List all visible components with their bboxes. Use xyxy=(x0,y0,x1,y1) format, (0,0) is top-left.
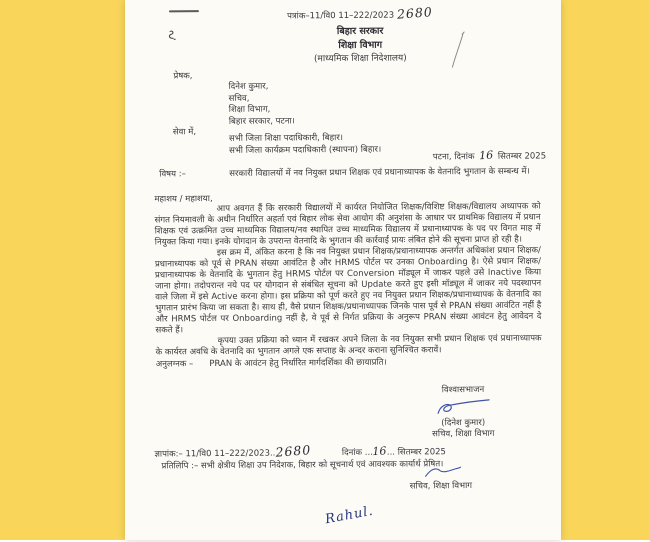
sender-department: शिक्षा विभाग, xyxy=(228,104,271,115)
sender-label: प्रेषक, xyxy=(173,71,193,82)
handwritten-memo-day: 16 xyxy=(372,444,388,459)
letterhead xyxy=(161,6,559,66)
signature-block xyxy=(402,385,524,441)
signatory-name: (दिनेश कुमार) xyxy=(441,417,486,429)
letter-body xyxy=(154,201,541,370)
reference-line xyxy=(161,6,559,23)
subject-label: विषय :– xyxy=(159,169,186,180)
enclosure-text: PRAN के आवंटन हेतु निर्धारित मार्गदर्शिका की छायाप्रति। xyxy=(209,357,387,370)
memo-date-rest: ... सितम्बर 2025 xyxy=(386,447,446,458)
reference-number: पत्रांक–11/वि0 11–222/2023 xyxy=(287,10,395,22)
directorate-title: (माध्यमिक शिक्षा निदेशालय) xyxy=(313,53,407,65)
handwritten-ref-number: 2680 xyxy=(396,4,434,22)
letter-content xyxy=(123,0,563,542)
body-paragraph-1: आप अवगत हैं कि सरकारी विद्यालयों में कार्यरत नियोजित शिक्षक/विशिष्ट शिक्षक/विद्यालय अध्यापक को संगत नियमावली के अधीन निर्धारित अहर्ता एवं बिहार लोक सेवा आयोग की अनुशंसा के आधार पर प्राथमिक विद्यालय में प्रधान शिक्षक एवं उत्क्रमित उच्च माध्यमिक विद्यालय/नव स्थापित उच्च माध्यमिक विद्यालय में प्रधानाध्यापक के पद पर विगत माह में नियुक्त किया गया। इनके योगदान के उपरान्त वेतनादि के भुगतान की कार्रवाई प्रायः लंबित होने की सूचना प्राप्त हो रही है। xyxy=(154,201,541,248)
handwritten-date-day: 16 xyxy=(478,148,494,163)
recipient-address xyxy=(229,133,381,157)
memo-date-label: दिनांक ... xyxy=(341,447,373,459)
dateline-place: पटना, दिनांक xyxy=(432,151,475,163)
enclosure-label: अनुलग्नक – xyxy=(155,359,194,370)
department-title: शिक्षा विभाग xyxy=(338,39,383,52)
sender-address xyxy=(229,81,295,128)
second-signatory-designation: सचिव, शिक्षा विभाग xyxy=(409,480,473,492)
body-paragraph-3: कृपया उक्त प्रक्रिया को ध्यान में रखकर अपने जिला के नव नियुक्त सभी प्रधान शिक्षक एवं प्रधानाध्यापक के कार्यरत अवधि के वेतनादि का भुगतान अगले एक सप्ताह के अन्दर कराना सुनिश्चित करावें। xyxy=(155,333,542,358)
subject-row xyxy=(159,166,545,181)
sender-location: बिहार सरकार, पटना। xyxy=(228,115,295,127)
salutation: महाशय / महाशया, xyxy=(154,194,213,205)
signatory-designation: सचिव, शिक्षा विभाग xyxy=(432,428,495,440)
second-signature xyxy=(423,465,463,480)
recipient-line: सभी जिला शिक्षा पदाधिकारी, बिहार। xyxy=(228,132,344,144)
enclosure-line xyxy=(156,356,542,370)
handwritten-name-note: Rahul. xyxy=(323,503,375,528)
secretary-signature xyxy=(402,398,524,419)
copy-forward-line: प्रतिलिपि :– सभी क्षेत्रीय शिक्षा उप निदेशक, बिहार को सूचनार्थ एवं आवश्यक कार्यार्थ प्रेषित। xyxy=(161,459,444,472)
subject-text: सरकारी विद्यालयों में नव नियुक्त प्रधान शिक्षक एवं प्रधानाध्यापक के वेतनादि भुगतान के सम्बन्ध में। xyxy=(229,166,530,179)
dateline xyxy=(433,149,546,163)
recipient-line: सभी जिला कार्यक्रम पदाधिकारी (स्थापना) बिहार। xyxy=(229,144,382,156)
body-paragraph-2: इस क्रम में, अंकित करना है कि नव नियुक्त प्रधान शिक्षक/प्रधानाध्यापक अन्तर्गत अधिकांश प्रधान शिक्षक/प्रधानाध्यापक को पूर्व से PRAN संख्या आवंटित है और HRMS पोर्टल पर उनका Onboarding है। ऐसे प्रधान शिक्षक/प्रधानाध्यापक के वेतनादि के भुगतान हेतु HRMS पोर्टल पर Conversion मॉड्यूल में जाकर पहले उसे Inactive किया जाना होगा। तदोपरान्त नये पद पर योगदान से संबंधित सूचना को Update करते हुए इसी मॉड्यूल में जाकर नये पदस्थापन वाले जिला में इसे Active करना होगा। इस प्रक्रिया को पूर्ण करते हुए नव नियुक्त प्रधान शिक्षक/प्रधानाध्यापक के वेतनादि का भुगतान प्रारंभ किया जा सकता है। साथ ही, वैसे प्रधान शिक्षक/प्रधानाध्यापक जिनके पास पूर्व से PRAN संख्या आवंटित नहीं है और HRMS पोर्टल पर Onboarding नहीं है, वे पूर्व से निर्गत प्रक्रिया के अनुरूप PRAN संख्या आवंटन हेतु आवेदन दे सकते हैं। xyxy=(154,245,542,336)
letter-paper xyxy=(125,0,561,540)
government-title: बिहार सरकार xyxy=(336,25,384,38)
handwritten-memo-number: 2680 xyxy=(274,442,312,460)
dateline-month-year: सितम्बर 2025 xyxy=(497,151,547,162)
sender-designation: सचिव, xyxy=(228,93,250,104)
sender-name: दिनेश कुमार, xyxy=(228,81,269,92)
recipient-label: सेवा में, xyxy=(172,127,197,138)
memo-reference: ज्ञापांक:– 11/वि0 11–222/2023.. xyxy=(154,448,276,460)
closing-word: विश्वासभाजन xyxy=(441,384,485,396)
